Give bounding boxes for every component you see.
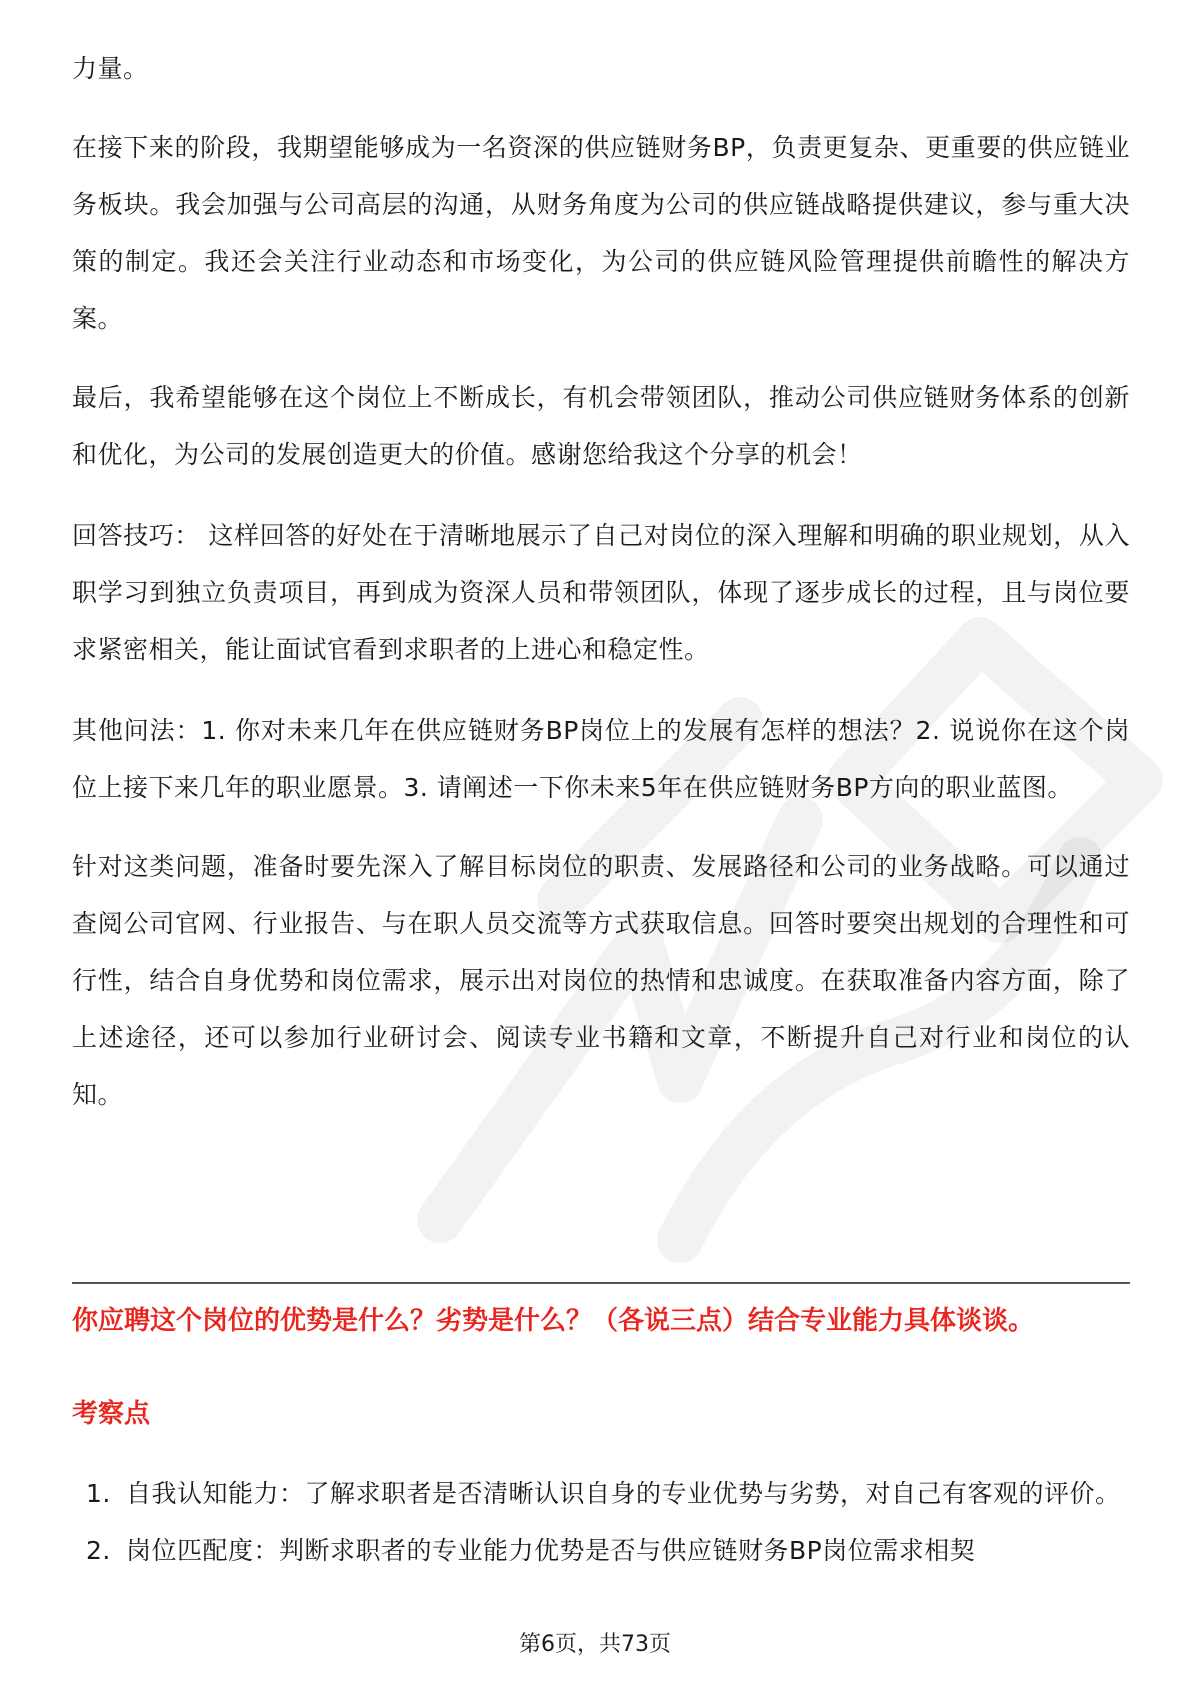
assessment-points-heading: 考察点: [72, 1399, 151, 1429]
list-item-text: 自我认知能力：了解求职者是否清晰认识自身的专业优势与劣势，对自己有客观的评价。: [126, 1479, 1121, 1508]
list-item-number: 1.: [86, 1479, 111, 1508]
paragraph-next-stage: 在接下来的阶段，我期望能够成为一名资深的供应链财务BP，负责更复杂、更重要的供应链业务板块。我会加强与公司高层的沟通，从财务角度为公司的供应链战略提供建议，参与重大决策的制定。我还会关注行业动态和市场变化，为公司的供应链风险管理提供前瞻性的解决方案。: [72, 133, 1130, 333]
paragraph-preparation-advice: 针对这类问题，准备时要先深入了解目标岗位的职责、发展路径和公司的业务战略。可以通过查阅公司官网、行业报告、与在职人员交流等方式获取信息。回答时要突出规划的合理性和可行性，结合自身优势和岗位需求，展示出对岗位的热情和忠诚度。在获取准备内容方面，除了上述途径，还可以参加行业研讨会、阅读专业书籍和文章，不断提升自己对行业和岗位的认知。: [72, 852, 1130, 1109]
list-item: [72, 1522, 1130, 1579]
paragraph-answer-tips: 回答技巧： 这样回答的好处在于清晰地展示了自己对岗位的深入理解和明确的职业规划，从入职学习到独立负责项目，再到成为资深人员和带领团队，体现了逐步成长的过程，且与岗位要求紧密相关，能让面试官看到求职者的上进心和稳定性。: [72, 521, 1130, 664]
paragraph-finally: 最后，我希望能够在这个岗位上不断成长，有机会带领团队，推动公司供应链财务体系的创新和优化，为公司的发展创造更大的价值。感谢您给我这个分享的机会！: [72, 383, 1130, 469]
list-item-number: 2.: [86, 1536, 111, 1565]
assessment-points-list: [72, 1465, 1130, 1579]
document-body: [72, 40, 1130, 1123]
paragraph-closing-fragment: 力量。: [72, 54, 149, 83]
page-number-footer: 第6页，共73页: [519, 1632, 671, 1657]
question-title: 你应聘这个岗位的优势是什么？劣势是什么？（各说三点）结合专业能力具体谈谈。: [72, 1306, 1035, 1336]
paragraph-other-questions: 其他问法：1. 你对未来几年在供应链财务BP岗位上的发展有怎样的想法？2. 说说你在这个岗位上接下来几年的职业愿景。3. 请阐述一下你未来5年在供应链财务BP方向的职业蓝图。: [72, 716, 1130, 802]
section-divider: [72, 1282, 1130, 1284]
list-item-text: 岗位匹配度：判断求职者的专业能力优势是否与供应链财务BP岗位需求相契: [126, 1536, 976, 1565]
list-item: [72, 1465, 1130, 1522]
